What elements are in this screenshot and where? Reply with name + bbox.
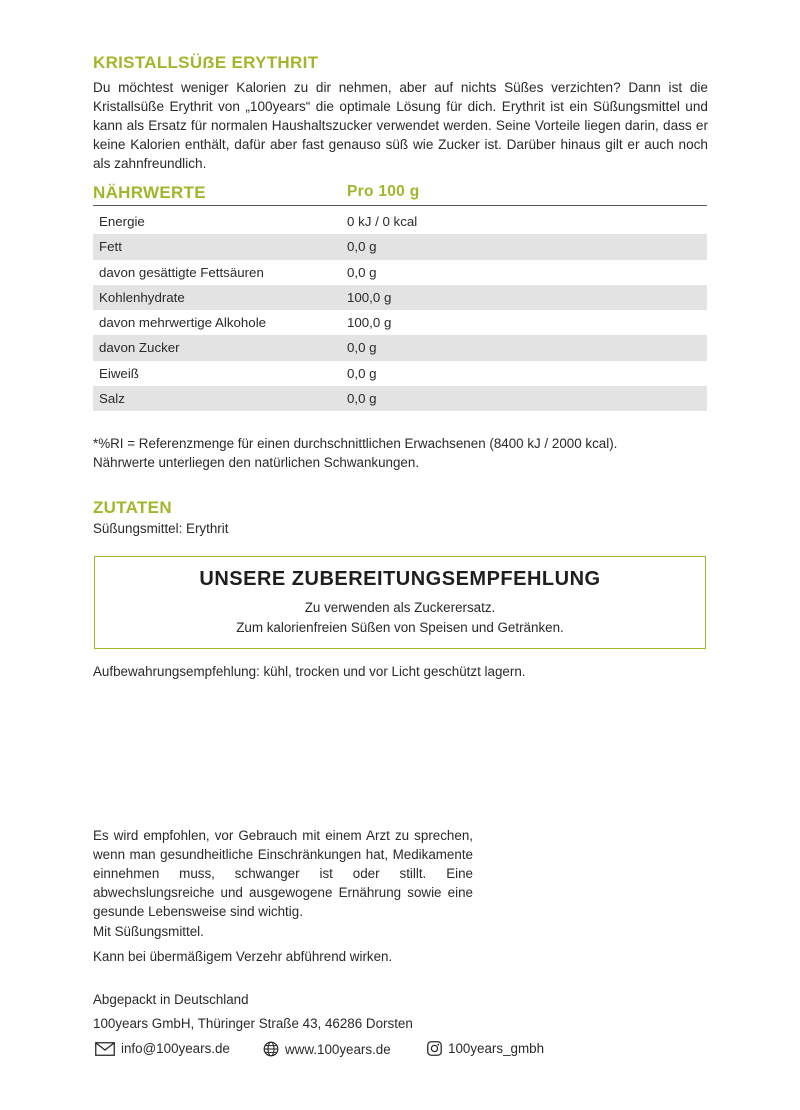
table-row [93,234,707,259]
recommendation-box [94,556,706,649]
email-contact[interactable] [95,1041,230,1056]
recommendation-line: Zum kalorienfreien Süßen von Speisen und Getränken. [236,620,564,635]
nutrition-note [93,434,733,472]
product-title: KRISTALLSÜẞE ERYTHRIT [93,53,319,72]
product-intro: Du möchtest weniger Kalorien zu dir nehmen, aber auf nichts Süßes verzichten? Dann ist die Kristallsüße Erythrit von „100years“ die optimale Lösung für dich. Erythrit ist ein Süßungsmittel und kann als Ersatz für normalen Haushaltszucker verwendet werden. Seine Vorteile liegen darin, dass er keine Kalorien enthält, dafür aber fast genauso süß wie Zucker ist. Darüber hinaus gilt er auch noch als zahnfreundlich. [93,80,708,171]
nutrient-label: davon gesättigte Fettsäuren [99,264,264,280]
recommendation-line: Zu verwenden als Zuckerersatz. [304,600,496,615]
storage-recommendation: Aufbewahrungsempfehlung: kühl, trocken und vor Licht geschützt lagern. [93,664,526,679]
company-address: 100years GmbH, Thüringer Straße 43, 46286 Dorsten [93,1016,413,1031]
instagram-contact[interactable] [427,1041,544,1056]
instagram-link[interactable]: 100years_gmbh [448,1041,545,1056]
fluctuation-note: Nährwerte unterliegen den natürlichen Schwankungen. [93,455,420,470]
table-row [93,310,707,335]
doctor-warning: Es wird empfohlen, vor Gebrauch mit einem Arzt zu sprechen, wenn man gesundheitliche Einschränkungen hat, Medikamente einnehmen muss, schwanger ist oder stillt. Eine abwechslungsreiche und ausgewogene Ernährung sowie eine gesunde Lebensweise sind wichtig. [93,828,473,919]
website-link[interactable]: www.100years.de [285,1041,391,1057]
table-row [93,335,707,360]
ingredients-heading: ZUTATEN [93,498,172,517]
nutrient-label: Eiweiß [99,365,139,381]
globe-icon [263,1041,279,1057]
nutrient-label: Fett [99,239,122,255]
nutrition-table [93,209,707,411]
nutrient-value: 0,0 g [347,264,377,280]
table-row [93,260,707,285]
table-row [93,386,707,411]
website-contact[interactable] [263,1041,391,1057]
instagram-icon [427,1041,442,1056]
sweetener-notice: Mit Süßungsmittel. [93,924,204,939]
nutrient-value: 0,0 g [347,365,377,381]
nutrient-value: 0 kJ / 0 kcal [347,214,418,229]
laxative-warning: Kann bei übermäßigem Verzehr abführend wirken. [93,949,393,964]
nutrient-value: 100,0 g [347,315,392,331]
table-row [93,361,707,386]
table-row [93,285,707,310]
nutrient-label: Salz [99,391,125,407]
nutrition-header [93,183,707,206]
nutrient-label: Energie [99,214,145,229]
reference-intake-note: *%RI = Referenzmenge für einen durchschnittlichen Erwachsenen (8400 kJ / 2000 kcal). [93,436,618,451]
nutrient-value: 0,0 g [347,391,377,407]
nutrient-label: davon mehrwertige Alkohole [99,315,267,331]
nutrition-heading: NÄHRWERTE [93,183,206,202]
table-row [93,209,707,234]
email-link[interactable]: info@100years.de [121,1041,230,1056]
envelope-icon [95,1042,115,1056]
nutrient-value: 0,0 g [347,239,377,255]
nutrient-label: Kohlenhydrate [99,289,185,305]
recommendation-title: UNSERE ZUBEREITUNGSEMPFEHLUNG [199,568,601,590]
nutrient-label: davon Zucker [99,340,180,356]
packed-in: Abgepackt in Deutschland [93,992,249,1007]
nutrition-column-header: Pro 100 g [347,183,420,200]
nutrient-value: 0,0 g [347,340,377,356]
nutrient-value: 100,0 g [347,289,392,305]
ingredients-text: Süßungsmittel: Erythrit [93,521,229,536]
